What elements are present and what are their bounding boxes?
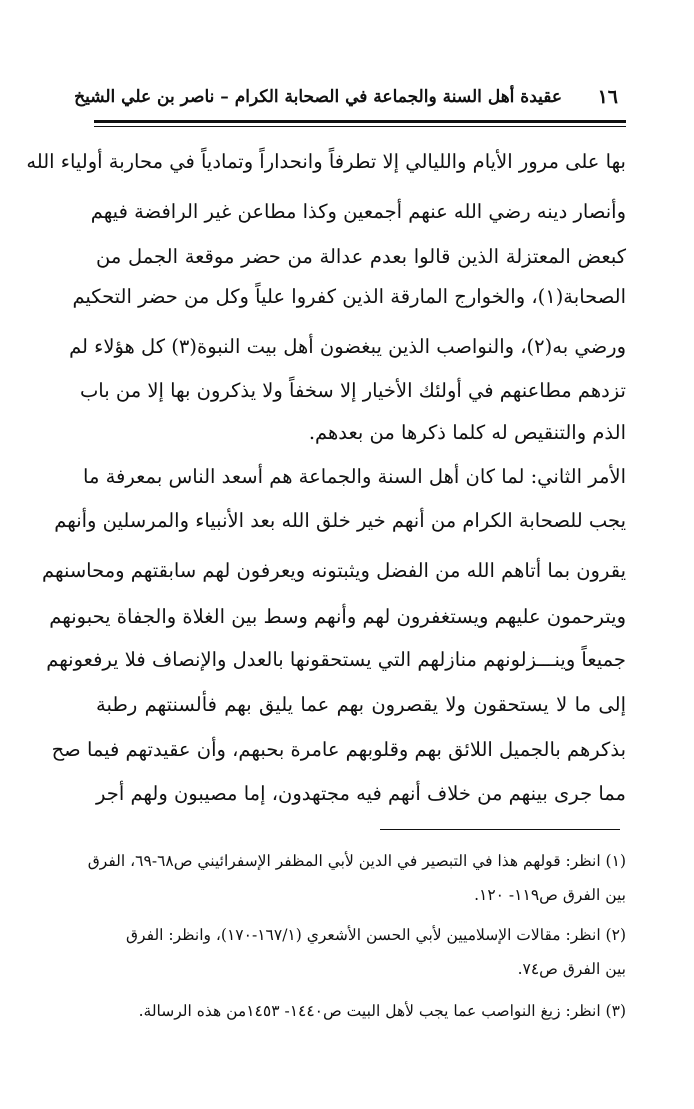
text-line: بها على مرور الأيام والليالي إلا تطرفاً وانحداراً وتمادياً في محاربة أولياء الله <box>26 150 626 173</box>
text-line: تزدهم مطاعنهم في أولئك الأخيار إلا سخفاً ولا يذكرون بها إلا من باب <box>79 379 626 402</box>
text-line: إلى ما لا يستحقون ولا يقصرون بهم عما يليق بهم فألسنتهم رطبة <box>96 693 626 716</box>
footnote-line: بين الفرق ص٧٤. <box>517 960 626 978</box>
text-line: ورضي به(٢)، والنواصب الذين يبغضون أهل بيت النبوة(٣) كل هؤلاء لم <box>69 335 626 358</box>
text-line: ويترحمون عليهم ويستغفرون لهم وأنهم وسط بين الغلاة والجفاة يحبونهم <box>49 605 626 628</box>
text-line: مما جرى بينهم من خلاف أنهم فيه مجتهدون، إما مصيبون ولهم أجر <box>96 782 626 805</box>
header-rule-thick <box>94 120 626 123</box>
text-line: يجب للصحابة الكرام من أنهم خير خلق الله بعد الأنبياء والمرسلين وأنهم <box>54 509 626 532</box>
text-line: الصحابة(١)، والخوارج المارقة الذين كفروا علياً وكل من حضر التحكيم <box>72 285 626 308</box>
footnote-line: (٣) انظر: زيغ النواصب عما يجب لأهل البيت ص١٤٤٠- ١٤٥٣من هذه الرسالة. <box>138 1002 626 1020</box>
text-line: جميعاً وينـــزلونهم منازلهم التي يستحقونها بالعدل والإنصاف فلا يرفعونهم <box>46 648 626 671</box>
page-number: ١٦ <box>597 86 618 108</box>
text-line: يقرون بما أتاهم الله من الفضل ويثبتونه ويعرفون لهم سابقتهم ومحاسنهم <box>41 559 626 582</box>
footnote-line: (٢) انظر: مقالات الإسلاميين لأبي الحسن الأشعري (١٦٧/١-١٧٠)، وانظر: الفرق <box>126 926 626 944</box>
text-line: الذم والتنقيص له كلما ذكرها من بعدهم. <box>308 421 626 444</box>
text-line: وأنصار دينه رضي الله عنهم أجمعين وكذا مطاعن غير الرافضة فيهم <box>90 200 626 223</box>
running-header <box>74 86 626 120</box>
running-title: عقيدة أهل السنة والجماعة في الصحابة الكرام – ناصر بن علي الشيخ <box>74 87 562 107</box>
text-line: الأمر الثاني: لما كان أهل السنة والجماعة هم أسعد الناس بمعرفة ما <box>83 465 626 488</box>
footnote-separator <box>380 829 620 830</box>
text-line: كبعض المعتزلة الذين قالوا بعدم عدالة من حضر موقعة الجمل من <box>96 245 626 268</box>
footnote-line: (١) انظر: قولهم هذا في التبصير في الدين لأبي المظفر الإسفرائيني ص٦٨-٦٩، الفرق <box>87 852 626 870</box>
header-rule-thin <box>94 126 626 127</box>
footnote-line: بين الفرق ص١١٩- ١٢٠. <box>474 886 626 904</box>
text-line: بذكرهم بالجميل اللائق بهم وقلوبهم عامرة بحبهم، وأن عقيدتهم فيما صح <box>51 738 626 761</box>
